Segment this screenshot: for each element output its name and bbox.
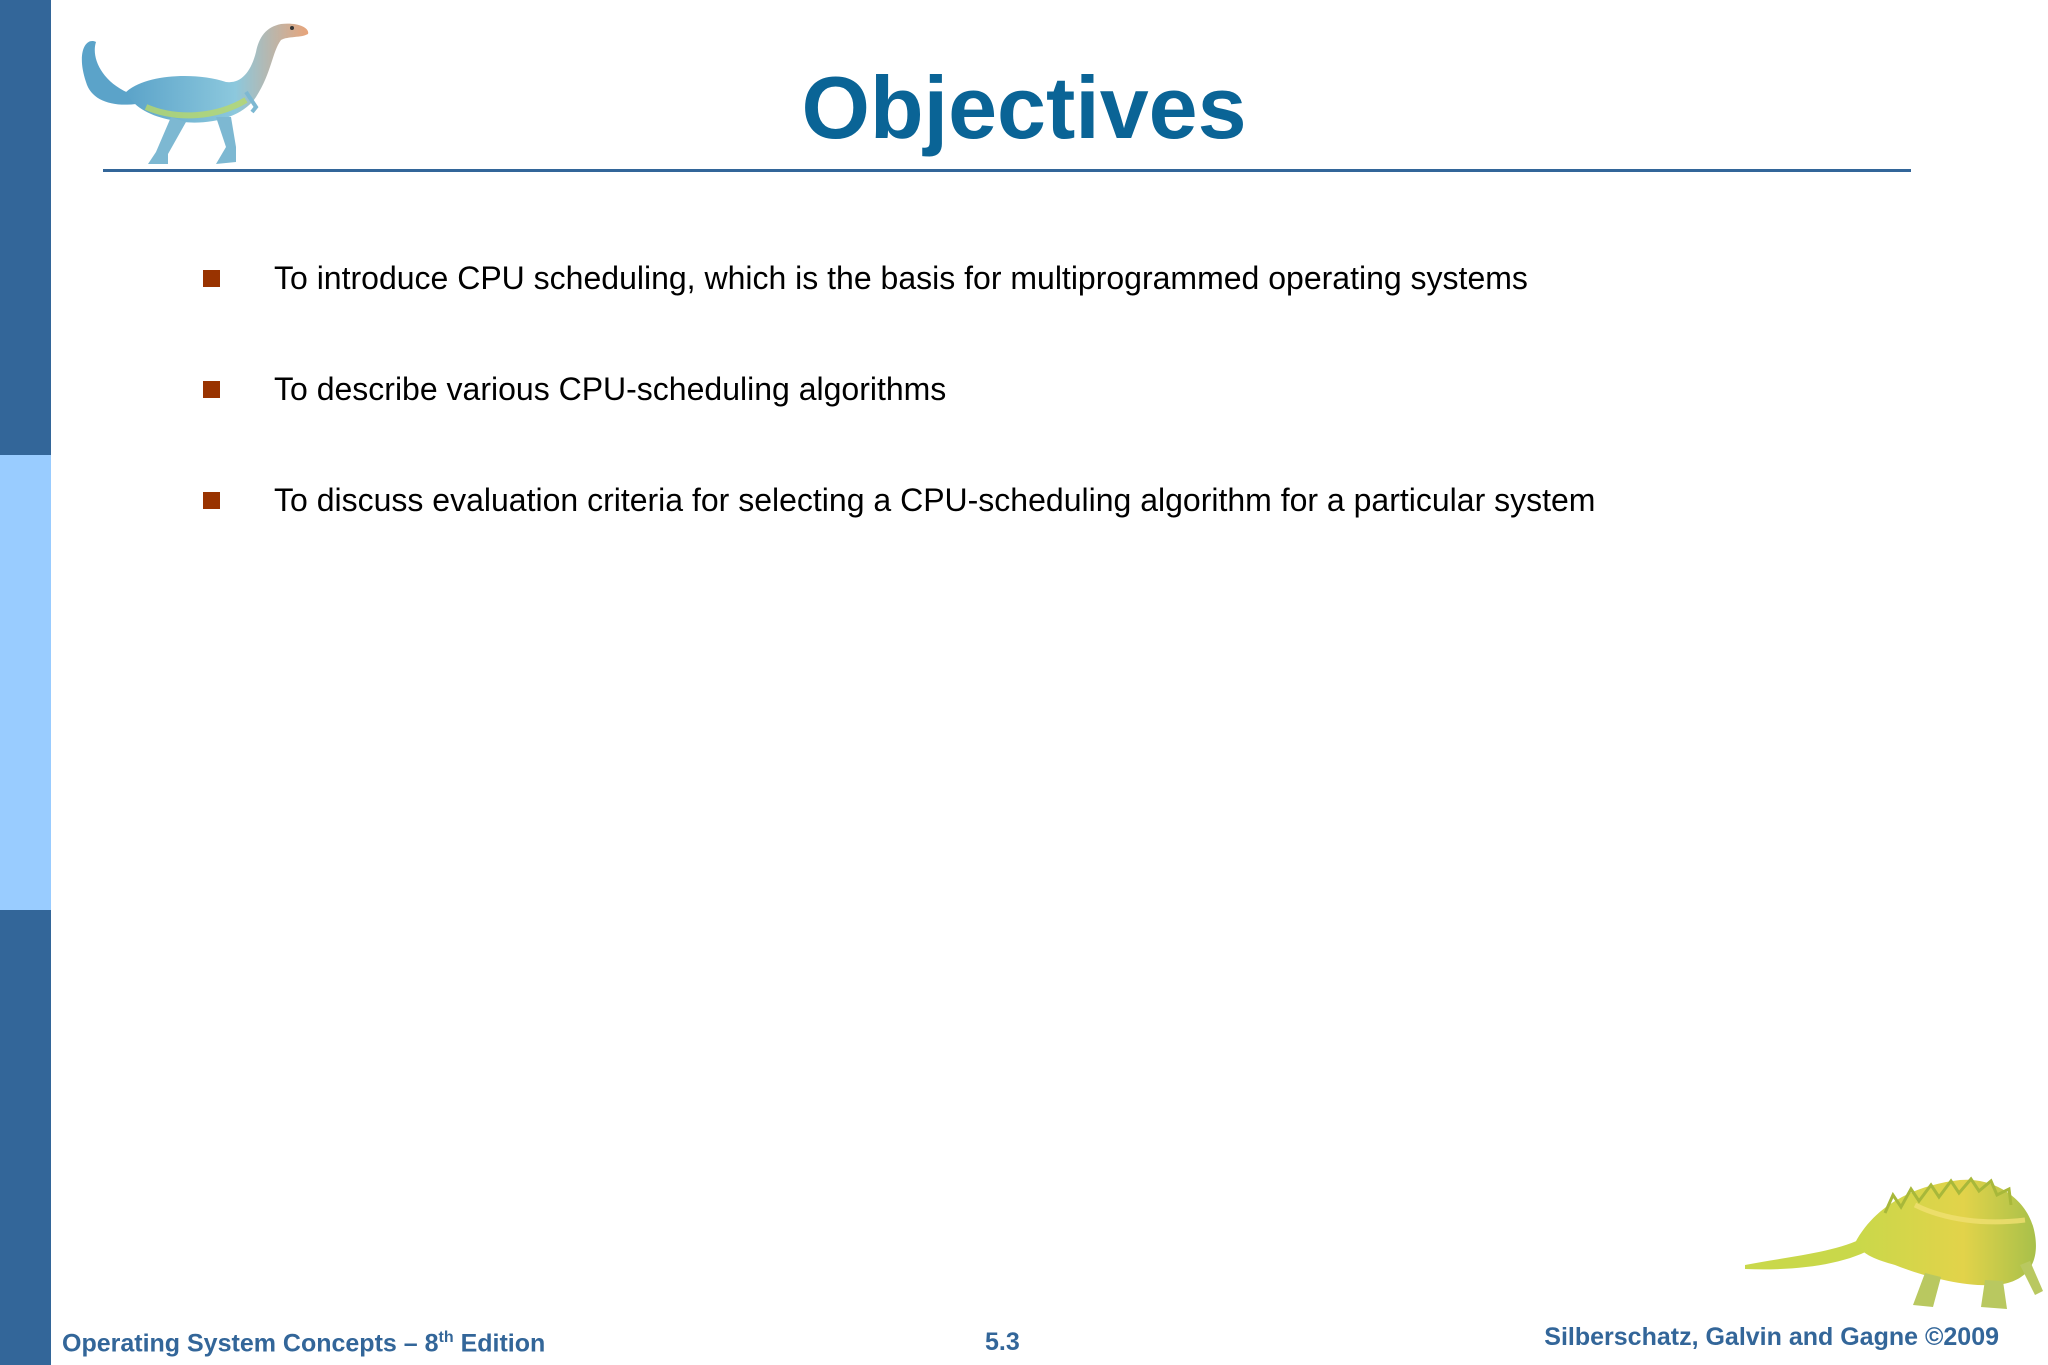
- footer-book-prefix: Operating System Concepts – 8: [62, 1329, 439, 1358]
- sidebar-band-bottom: [0, 910, 51, 1365]
- bullet-square-icon: [203, 270, 220, 287]
- bullet-square-icon: [203, 492, 220, 509]
- footer-page-number: 5.3: [985, 1328, 1020, 1356]
- title-underline: [103, 169, 1911, 172]
- footer-book-sup: th: [438, 1329, 454, 1346]
- bullet-item: [203, 260, 1528, 296]
- bullet-item: [203, 371, 947, 407]
- dinosaur-icon: [1745, 1165, 2045, 1315]
- footer-book-title: [62, 1329, 545, 1358]
- bullet-square-icon: [203, 381, 220, 398]
- sidebar-band-middle: [0, 455, 51, 910]
- bullet-text: To introduce CPU scheduling, which is the basis for multiprogrammed operating systems: [274, 260, 1528, 296]
- bullet-item: [203, 482, 1596, 518]
- footer-authors: Silberschatz, Galvin and Gagne ©2009: [1544, 1323, 1999, 1351]
- footer-book-suffix: Edition: [453, 1329, 546, 1358]
- bullet-text: To discuss evaluation criteria for selecting a CPU-scheduling algorithm for a particular system: [274, 482, 1596, 518]
- bullet-text: To describe various CPU-scheduling algorithms: [274, 371, 947, 407]
- slide-title: Objectives: [801, 58, 1247, 157]
